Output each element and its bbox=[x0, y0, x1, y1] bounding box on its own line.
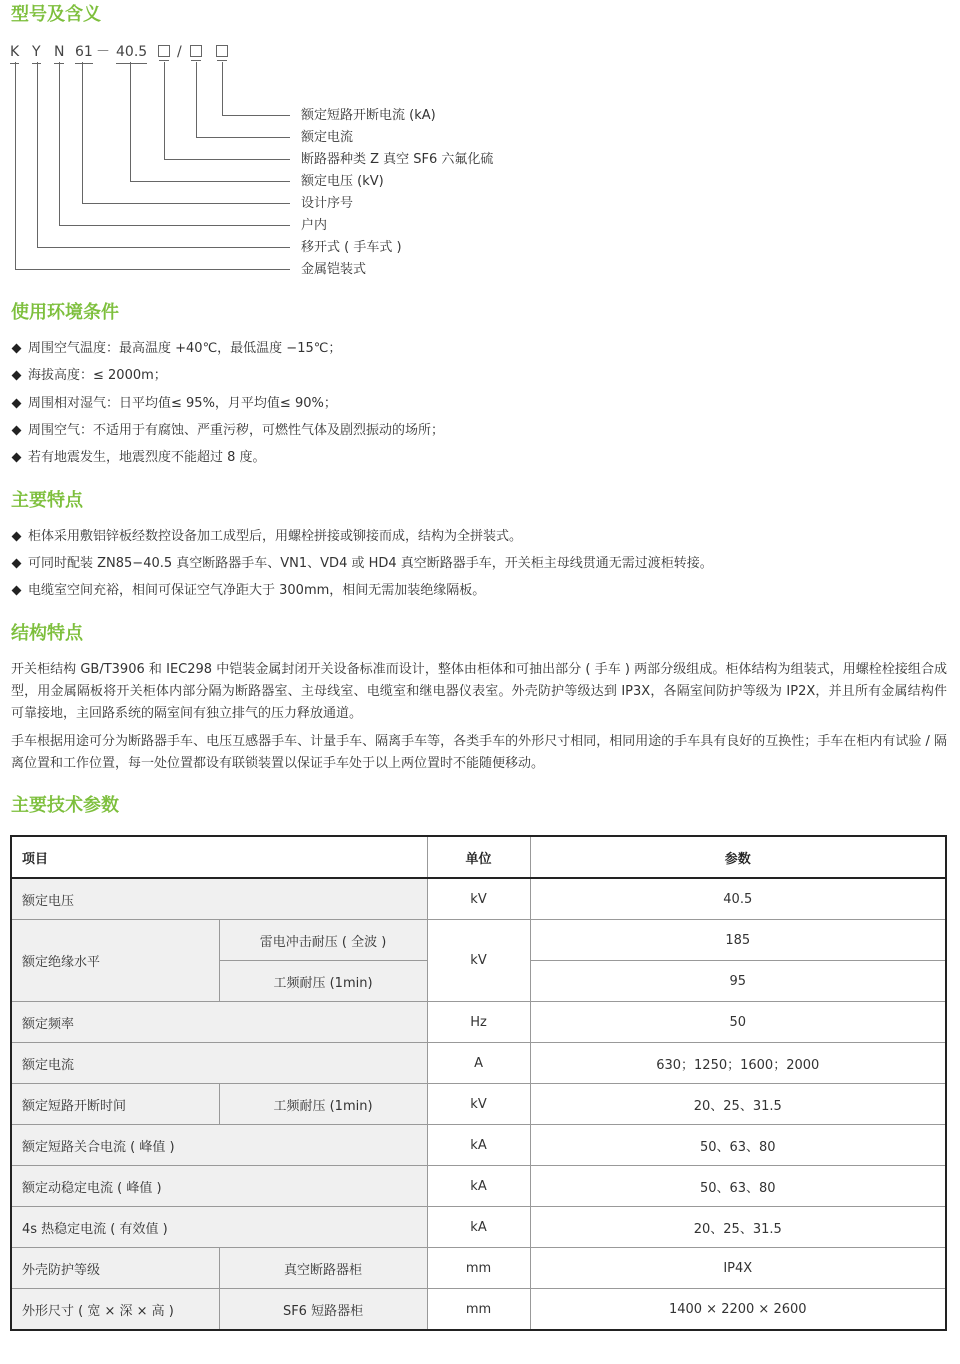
cell-unit: A bbox=[427, 1043, 530, 1084]
code-box-3 bbox=[216, 45, 228, 57]
legend-label: 额定电流 bbox=[301, 130, 354, 145]
cell-value: 95 bbox=[530, 961, 946, 1002]
table-row bbox=[11, 1166, 946, 1207]
cell-item: 额定短路开断时间 bbox=[11, 1084, 219, 1125]
code-box-1 bbox=[158, 45, 170, 57]
header-unit: 单位 bbox=[427, 836, 530, 878]
connector-line bbox=[130, 62, 131, 182]
code-slash: / bbox=[177, 44, 182, 60]
connector-line bbox=[164, 159, 290, 160]
legend-label: 额定短路开断电流 (kA) bbox=[301, 108, 436, 123]
legend-label: 额定电压 (kV) bbox=[301, 174, 384, 189]
structure-paragraph: 手车根据用途可分为断路器手车、电压互感器手车、计量手车、隔离手车等，各类手车的外形尺寸相同，相同用途的手车具有良好的互换性；手车在柜内有试验 / 隔离位置和工作位置，每一处位置都设有联锁装置以保证手车处于以上两位置时不能随便移动。 bbox=[11, 734, 947, 771]
connector-line bbox=[59, 62, 60, 226]
connector-line bbox=[82, 203, 290, 204]
cell-item: 额定电流 bbox=[11, 1043, 427, 1084]
diamond-bullet-icon bbox=[12, 558, 22, 568]
connector-line bbox=[37, 62, 38, 248]
legend-label: 金属铠装式 bbox=[301, 262, 367, 277]
code-dash: － bbox=[96, 44, 110, 60]
connector-line bbox=[130, 181, 290, 182]
diamond-bullet-icon bbox=[12, 343, 22, 353]
section-title-params: 主要技术参数 bbox=[11, 795, 119, 816]
code-char-40-5: 40.5 bbox=[116, 42, 147, 62]
table-row bbox=[11, 1084, 946, 1125]
list-item: 若有地震发生，地震烈度不能超过 8 度。 bbox=[11, 449, 266, 467]
table-row bbox=[11, 1248, 946, 1289]
section-title-structure: 结构特点 bbox=[11, 623, 83, 644]
connector-line bbox=[196, 137, 290, 138]
cell-value: 20、25、31.5 bbox=[530, 1207, 946, 1248]
cell-value: 50 bbox=[530, 1002, 946, 1043]
header-item: 项目 bbox=[11, 836, 427, 878]
code-char-61: 61 bbox=[75, 42, 93, 62]
legend-label: 移开式 ( 手车式 ) bbox=[301, 240, 402, 255]
cell-value: IP4X bbox=[530, 1248, 946, 1289]
connector-line bbox=[164, 62, 165, 160]
diamond-bullet-icon bbox=[12, 370, 22, 380]
table-row bbox=[11, 1289, 946, 1331]
header-value: 参数 bbox=[530, 836, 946, 878]
table-row bbox=[11, 1043, 946, 1084]
cell-unit: Hz bbox=[427, 1002, 530, 1043]
table-row bbox=[11, 878, 946, 920]
list-item: 可同时配装 ZN85−40.5 真空断路器手车、VN1、VD4 或 HD4 真空断路器手车，开关柜主母线贯通无需过渡柜转接。 bbox=[11, 555, 713, 573]
structure-paragraph: 开关柜结构 GB/T3906 和 IEC298 中铠装金属封闭开关设备标准而设计，整体由柜体和可抽出部分 ( 手车 ) 两部分级组成。柜体结构为组装式，用螺栓栓接组合成型，用金属隔板将开关柜体内部分隔为断路器室、主母线室、电缆室和继电器仪表室。外壳防护等级达到 IP3X，各隔室间防护等级为 IP2X，并且所有金属结构件可靠接地，主回路系统的隔室间有独立排气的压力释放通道。 bbox=[11, 662, 947, 721]
cell-sub: 工频耐压 (1min) bbox=[219, 961, 427, 1002]
legend-label: 断路器种类 Z 真空 SF6 六氟化硫 bbox=[301, 152, 494, 167]
cell-unit: kA bbox=[427, 1125, 530, 1166]
table-row bbox=[11, 1207, 946, 1248]
list-item: 海拔高度：≤ 2000m； bbox=[11, 367, 167, 385]
cell-sub: 真空断路器柜 bbox=[219, 1248, 427, 1289]
section-title-env: 使用环境条件 bbox=[11, 302, 119, 323]
connector-line bbox=[59, 225, 290, 226]
cell-unit: kV bbox=[427, 878, 530, 920]
cell-unit: kA bbox=[427, 1207, 530, 1248]
cell-unit: kV bbox=[427, 1084, 530, 1125]
list-item: 周围空气：不适用于有腐蚀、严重污秽，可燃性气体及剧烈振动的场所； bbox=[11, 422, 444, 440]
cell-value: 50、63、80 bbox=[530, 1166, 946, 1207]
cell-unit: kV bbox=[427, 920, 530, 1002]
table-row bbox=[11, 920, 946, 961]
diamond-bullet-icon bbox=[12, 452, 22, 462]
code-char-n: N bbox=[54, 42, 64, 62]
connector-line bbox=[37, 247, 290, 248]
cell-sub: 雷电冲击耐压 ( 全波 ) bbox=[219, 920, 427, 961]
cell-value: 1400 × 2200 × 2600 bbox=[530, 1289, 946, 1331]
table-row bbox=[11, 1125, 946, 1166]
cell-value: 40.5 bbox=[530, 878, 946, 920]
diamond-bullet-icon bbox=[12, 585, 22, 595]
cell-item: 额定频率 bbox=[11, 1002, 427, 1043]
cell-value: 50、63、80 bbox=[530, 1125, 946, 1166]
list-item: 电缆室空间充裕，相间可保证空气净距大于 300mm，相间无需加装绝缘隔板。 bbox=[11, 582, 485, 600]
section-title-features: 主要特点 bbox=[11, 490, 83, 511]
code-box-2 bbox=[190, 45, 202, 57]
connector-line bbox=[15, 62, 16, 270]
cell-item: 额定电压 bbox=[11, 878, 427, 920]
cell-value: 630；1250；1600；2000 bbox=[530, 1043, 946, 1084]
connector-line bbox=[222, 62, 223, 116]
code-char-k: K bbox=[10, 42, 19, 62]
diamond-bullet-icon bbox=[12, 531, 22, 541]
cell-item: 额定短路关合电流 ( 峰值 ) bbox=[11, 1125, 427, 1166]
cell-sub: 工频耐压 (1min) bbox=[219, 1084, 427, 1125]
table-header-row bbox=[11, 836, 946, 878]
legend-label: 户内 bbox=[301, 218, 328, 233]
cell-unit: mm bbox=[427, 1248, 530, 1289]
cell-sub: SF6 短路器柜 bbox=[219, 1289, 427, 1331]
diamond-bullet-icon bbox=[12, 398, 22, 408]
cell-value: 20、25、31.5 bbox=[530, 1084, 946, 1125]
cell-unit: mm bbox=[427, 1289, 530, 1331]
connector-line bbox=[222, 115, 290, 116]
cell-item: 外形尺寸 ( 宽 × 深 × 高 ) bbox=[11, 1289, 219, 1331]
cell-item: 额定动稳定电流 ( 峰值 ) bbox=[11, 1166, 427, 1207]
legend-label: 设计序号 bbox=[301, 196, 354, 211]
diamond-bullet-icon bbox=[12, 425, 22, 435]
table-row bbox=[11, 1002, 946, 1043]
spec-table bbox=[10, 835, 947, 1331]
list-item: 周围空气温度：最高温度 +40℃，最低温度 −15℃； bbox=[11, 340, 341, 358]
connector-line bbox=[82, 62, 83, 204]
cell-item: 额定绝缘水平 bbox=[11, 920, 219, 1002]
section-title-model: 型号及含义 bbox=[11, 4, 101, 25]
cell-unit: kA bbox=[427, 1166, 530, 1207]
connector-line bbox=[196, 62, 197, 138]
connector-line bbox=[15, 269, 290, 270]
list-item: 周围相对湿气：日平均值≤ 95%，月平均值≤ 90%； bbox=[11, 395, 337, 413]
cell-item: 外壳防护等级 bbox=[11, 1248, 219, 1289]
cell-value: 185 bbox=[530, 920, 946, 961]
cell-item: 4s 热稳定电流 ( 有效值 ) bbox=[11, 1207, 427, 1248]
code-char-y: Y bbox=[32, 42, 41, 62]
list-item: 柜体采用敷铝锌板经数控设备加工成型后，用螺栓拼接或铆接而成，结构为全拼装式。 bbox=[11, 528, 522, 546]
